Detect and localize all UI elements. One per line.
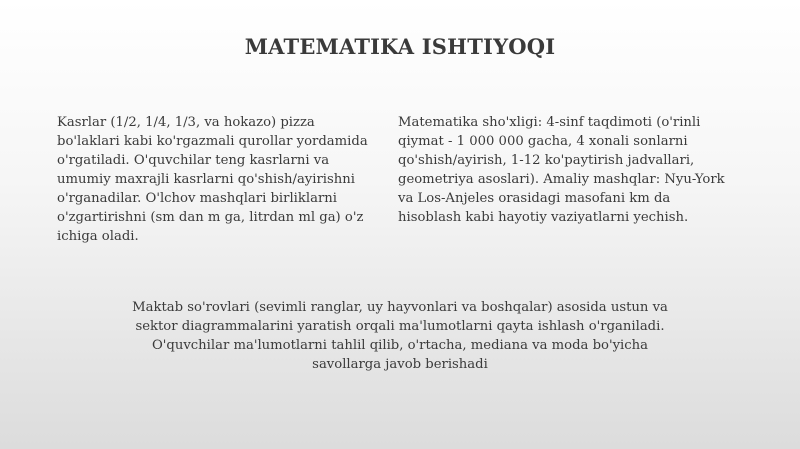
fractions-measurement-paragraph: Kasrlar (1/2, 1/4, 1/3, va hokazo) pizza bo'laklari kabi ko'rgazmali qurollar yordamida o'rgatiladi. O'quvchilar teng kasrlarni va umumiy maxrajli kasrlarni qo'shish/ayirishni o'rganadilar. O'lchov mashqlari birliklarni o'zgartirishni (sm dan m ga, litrdan ml ga) o'z ichiga oladi. <box>57 115 368 244</box>
grade4-overview-paragraph: Matematika sho'xligi: 4-sinf taqdimoti (o'rinli qiymat - 1 000 000 gacha, 4 xonali sonlarni qo'shish/ayirish, 1-12 ko'paytirish jadvallari, geometriya asoslari). Amaliy mashqlar: Nyu-York va Los-Anjeles orasidagi masofani km da hisoblash kabi hayotiy vaziyatlarni yechish. <box>398 115 725 225</box>
data-handling-paragraph: Maktab so'rovlari (sevimli ranglar, uy hayvonlari va boshqalar) asosida ustun va sektor diagrammalarini yaratish orqali ma'lumotlarni qayta ishlash o'rganiladi. O'quvchilar ma'lumotlarni tahlil qilib, o'rtacha, mediana va moda bo'yicha savollarga javob berishadi <box>132 300 668 372</box>
slide-title: MATEMATIKA ISHTIYOQI <box>244 34 556 59</box>
